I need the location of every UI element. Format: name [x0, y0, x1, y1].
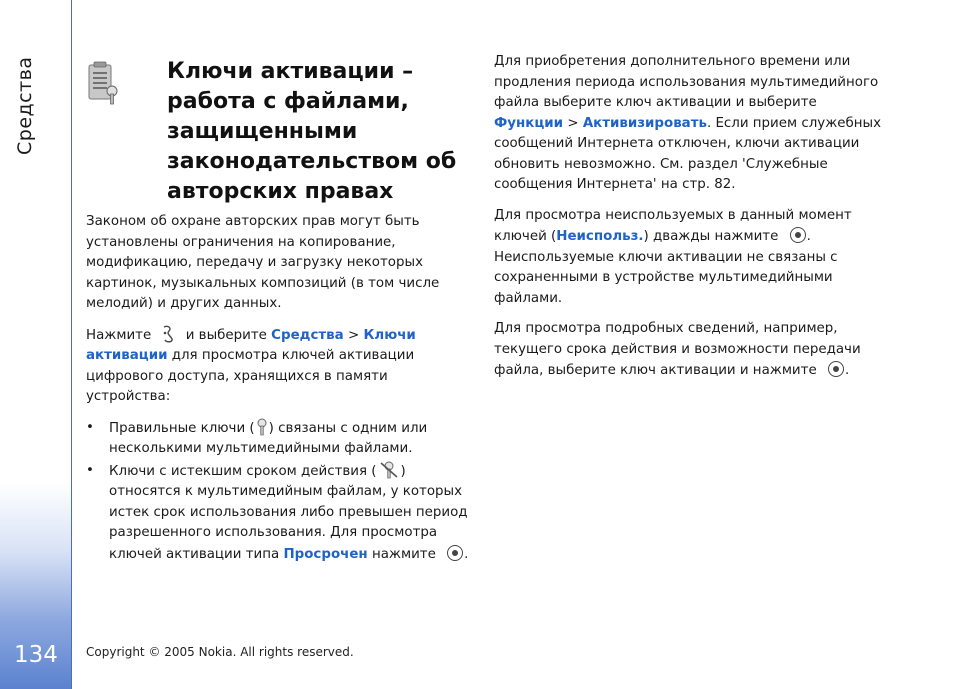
sidebar [0, 0, 72, 689]
p2-text-b: ) дважды нажмите [643, 229, 779, 244]
valid-key-icon [256, 418, 268, 436]
bullet2-text-a: Ключи с истекшим сроком действия ( [109, 463, 377, 479]
p1-separator: > [567, 115, 579, 131]
key-folder-icon [86, 61, 120, 107]
bullet2-text-b: ) относятся к мультимедийным файлам, у которых истек срок использования либо превышен период разрешенного использования. Для просмотра ключей активации типа [109, 463, 468, 562]
nav-separator: > [347, 327, 360, 343]
nav-press-text: Нажмите [86, 327, 152, 343]
menu-item-activate[interactable]: Активизировать [582, 115, 707, 131]
left-column [86, 212, 476, 566]
renew-paragraph [494, 52, 884, 196]
navigation-paragraph [86, 325, 476, 408]
expired-key-icon [378, 461, 400, 479]
p1-text-b: . Если прием служебных сообщений Интернета отключен, ключи активации обновить невозможно. См. раздел 'Служебные сообщения Интернета' на стр. 82. [494, 115, 882, 192]
details-paragraph [494, 319, 884, 382]
bullet2-text-c: нажмите [371, 546, 436, 562]
menu-item-options[interactable]: Функции [494, 115, 564, 131]
page-title: Ключи активации – работа с файлами, защищенными законодательством об авторских правах [167, 59, 457, 204]
p3-text-a: Для просмотра подробных сведений, например, текущего срока действия и возможности передачи файла, выберите ключ активации и нажмите [494, 321, 861, 378]
bullet2-end: . [464, 546, 469, 562]
nav-rest-text: для просмотра ключей активации цифрового доступа, хранящихся в памяти устройства: [86, 348, 415, 404]
bullet1-text-b: ) связаны с одним или несколькими мультимедийными файлами. [109, 420, 428, 456]
p2-text-c: . Неиспользуемые ключи активации не связаны с сохраненными в устройстве мультимедийными файлами. [494, 229, 838, 306]
unused-keys-paragraph [494, 206, 884, 310]
copyright-footer: Copyright © 2005 Nokia. All rights reserved. [86, 645, 354, 659]
intro-paragraph: Законом об охране авторских прав могут быть установлены ограничения на копирование, модификацию, передачу и загрузку некоторых картинок, музыкальных композиций (в том числе мелодий) и других данных. [86, 214, 440, 311]
joystick-icon [789, 226, 807, 244]
p1-text-a: Для приобретения дополнительного времени или продления периода использования мультимедийного файла выберите ключ активации и выберите [494, 54, 879, 110]
joystick-icon [446, 544, 464, 562]
key-types-list [86, 418, 476, 566]
right-column [494, 52, 884, 392]
expired-option[interactable]: Просрочен [283, 546, 368, 562]
list-item [86, 418, 476, 460]
menu-key-icon [161, 325, 175, 343]
list-item [86, 461, 476, 566]
section-label: Средства [14, 56, 36, 155]
menu-item-tools[interactable]: Средства [271, 327, 344, 343]
p2-text-a: Для просмотра неиспользуемых в данный момент ключей ( [494, 207, 852, 244]
bullet1-text-a: Правильные ключи ( [109, 420, 255, 436]
unused-option[interactable]: Неиспольз. [556, 229, 644, 244]
joystick-icon [827, 360, 845, 378]
p3-end: . [844, 363, 850, 378]
page-number: 134 [14, 642, 58, 668]
nav-select-text: и выберите [185, 327, 267, 343]
menu-item-activation-keys[interactable]: Ключи активации [86, 327, 416, 363]
